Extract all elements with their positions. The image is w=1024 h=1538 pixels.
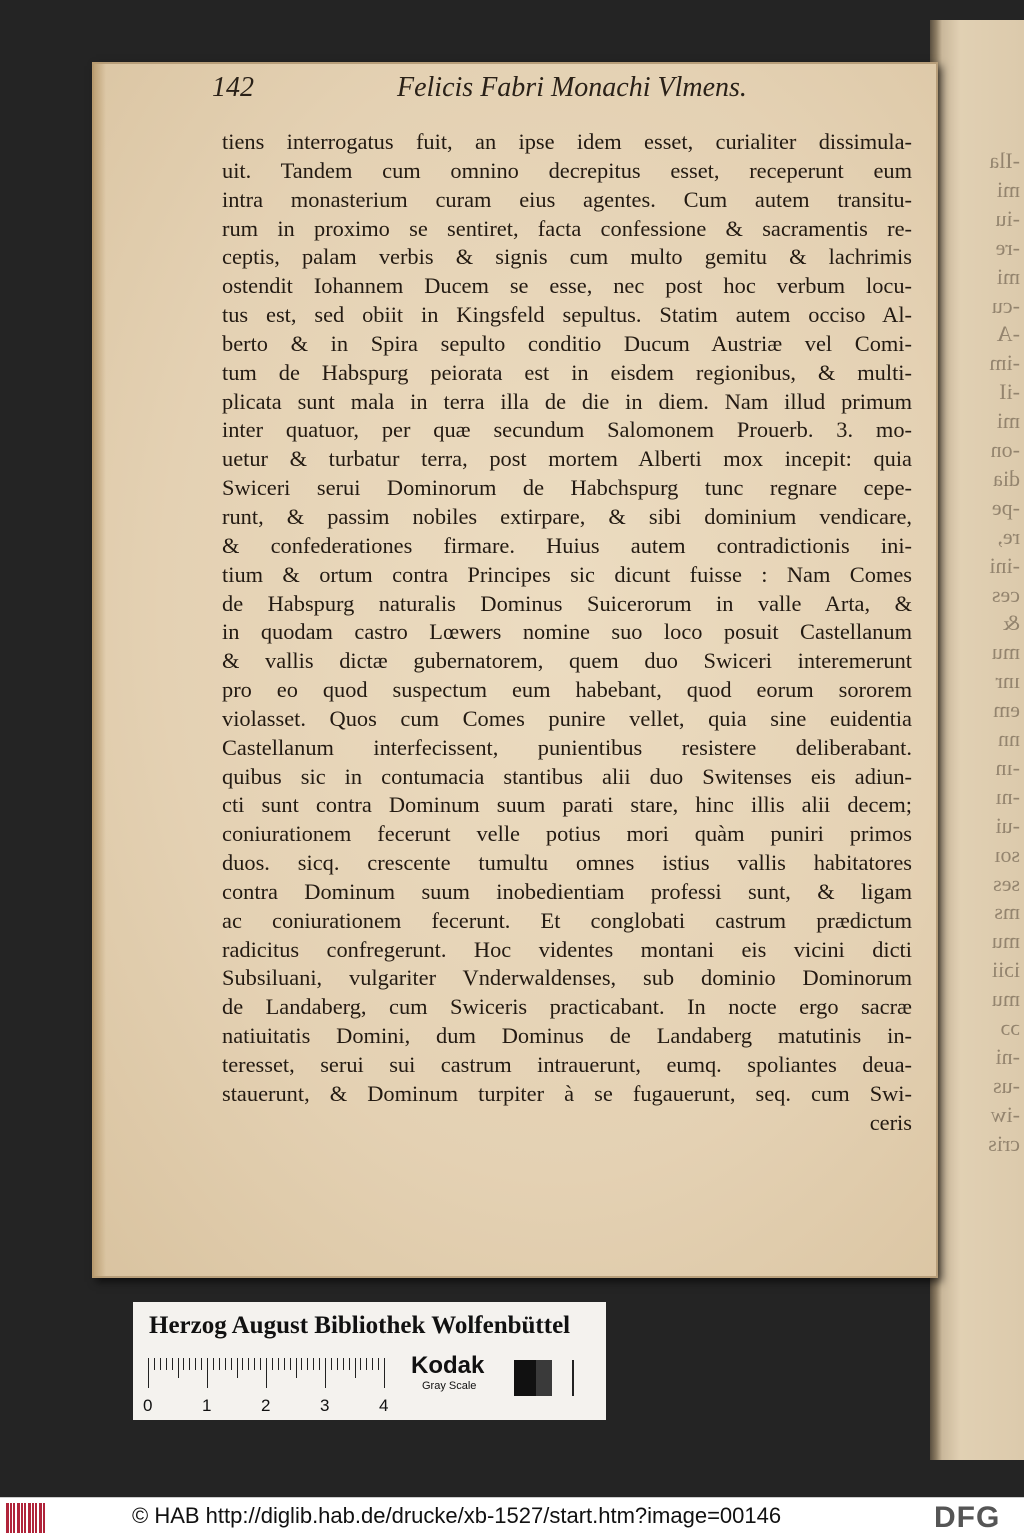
barcode-bar — [21, 1503, 23, 1533]
text-line: tiens interrogatus fuit, an ipse idem esset, curialiter dissimula- — [222, 129, 912, 154]
hab-barcode-icon — [6, 1503, 48, 1533]
facing-page-fragment: -on — [990, 437, 1020, 462]
ruler-tick — [219, 1358, 220, 1370]
footer-bar — [0, 1497, 1024, 1538]
facing-page-fragment: -cu — [991, 292, 1020, 318]
barcode-bar — [17, 1503, 20, 1533]
ruler-number: 1 — [202, 1396, 212, 1415]
text-line: rum in proximo se sentiret, facta confessione & sacramentis re- — [222, 215, 912, 241]
facing-page-fragment: -iw — [990, 1101, 1020, 1127]
barcode-bar — [6, 1503, 9, 1533]
ruler-tick — [343, 1358, 344, 1370]
ruler-number: 3 — [320, 1396, 330, 1415]
text-line: & confederationes firmare. Huius autem contradictionis ini- — [222, 532, 912, 558]
ruler-tick — [248, 1358, 249, 1370]
text-line: tus est, sed obiit in Kingsfeld sepultus. Statim autem occiso Al- — [222, 302, 912, 328]
text-line: uetur & turbatur terra, post mortem Alberti mox incepit: quia — [222, 446, 912, 472]
text-line: uit. Tandem cum omnino decrepitus esset, receperunt eum — [222, 157, 912, 183]
text-line: stauerunt, & Dominum turpiter à se fugauerunt, seq. cum Swi- — [222, 1080, 912, 1106]
ruler-tick — [183, 1358, 184, 1370]
facing-page-fragment: ms — [994, 899, 1020, 925]
color-calibration-card — [133, 1302, 606, 1420]
barcode-bar — [35, 1503, 37, 1533]
folio-number: 142 — [212, 72, 254, 103]
ruler-tick — [266, 1358, 267, 1388]
page-gutter-shadow — [92, 62, 106, 1278]
facing-page-fragment: mu — [991, 928, 1020, 954]
ruler-tick — [178, 1358, 179, 1378]
dark-gray-swatch — [536, 1360, 552, 1396]
text-line: duos. sicq. crescente tumultu omnes istius vallis habitatores — [222, 850, 912, 876]
ruler-tick — [307, 1358, 308, 1370]
ruler-tick — [189, 1358, 190, 1370]
book-page — [92, 62, 938, 1278]
barcode-bar — [28, 1503, 31, 1533]
text-line: ceptis, palam verbis & signis cum multo gemitu & lachrimis — [222, 244, 912, 270]
ruler-number: 0 — [143, 1396, 153, 1415]
ruler-tick — [349, 1358, 350, 1370]
library-name: Herzog August Bibliothek Wolfenbüttel — [149, 1312, 571, 1339]
text-line: in quodam castro Lœwers nomine suo loco posuit Castellanum — [222, 619, 912, 645]
facing-page-fragment: mi — [996, 263, 1020, 289]
ruler-number: 2 — [261, 1396, 271, 1415]
footer-url-link[interactable]: © HAB http://diglib.hab.de/drucke/xb-1527/start.htm?image=00146 — [132, 1503, 782, 1528]
text-line: cti sunt contra Dominum suum parati stare, hinc illis alii decem; — [222, 792, 912, 818]
text-line: radicitus confregerunt. Hoc videntes montani eis vicini dicti — [222, 936, 912, 962]
facing-page-fragment: -iI — [999, 379, 1020, 405]
barcode-bar — [43, 1503, 45, 1533]
ruler-number: 4 — [379, 1396, 389, 1415]
ruler-tick — [237, 1358, 238, 1378]
facing-page-fragment: -Ila — [989, 148, 1020, 173]
text-line: teresset, serui sui castrum intrauerunt, eumq. spoliantes deua- — [222, 1052, 912, 1077]
kodak-logo-text: Kodak — [411, 1352, 485, 1379]
text-line: tium & ortum contra Principes sic dicunt fuisse : Nam Comes — [222, 561, 912, 587]
text-line: Castellanum interfecissent, punientibus resistere deliberabant. — [222, 734, 912, 760]
ruler-tick — [278, 1358, 279, 1370]
catchword: ceris — [869, 1109, 912, 1135]
text-line: violasset. Quos cum Comes punire vellet, quia sine euidentia — [222, 705, 912, 731]
ruler-tick — [366, 1358, 367, 1370]
text-line: pro eo quod suspectum eum habebant, quod eorum sororem — [222, 677, 912, 703]
ruler-tick — [148, 1358, 149, 1388]
barcode-bar — [24, 1503, 26, 1533]
facing-page-fragment: & — [1002, 610, 1020, 636]
facing-page-fragment: mi — [996, 176, 1020, 202]
ruler-tick — [166, 1358, 167, 1370]
facing-page-fragment: -im — [989, 350, 1020, 376]
running-title: Felicis Fabri Monachi Vlmens. — [397, 72, 747, 103]
text-line: ac coniurationem fecerunt. Et conglobati castrum prædictum — [222, 907, 912, 933]
ruler-tick — [384, 1358, 385, 1388]
ruler-tick — [355, 1358, 356, 1378]
ruler-tick — [201, 1358, 202, 1370]
facing-page-fragment: ɔɔ — [1000, 1015, 1020, 1040]
ruler-tick — [207, 1358, 208, 1388]
facing-page-fragment: em — [993, 697, 1020, 723]
ruler-tick — [172, 1358, 173, 1370]
ruler-tick — [254, 1358, 255, 1370]
facing-page-fragment: -pe — [991, 494, 1020, 520]
barcode-bar — [39, 1503, 42, 1533]
text-line: ostendit Iohannem Ducem se esse, nec post hoc verbum locu- — [222, 273, 912, 299]
ruler-tick — [301, 1358, 302, 1370]
ruler-tick — [284, 1358, 285, 1370]
ruler-tick — [242, 1358, 243, 1370]
facing-page-fragment: -ni — [995, 1043, 1020, 1069]
text-line: inter quatuor, per quæ secundum Salomonem Prouerb. 3. mo- — [222, 417, 912, 443]
ruler-tick — [272, 1358, 273, 1370]
text-line: contra Dominum suum inobedientiam professi sunt, & ligam — [222, 878, 912, 904]
ruler-tick — [378, 1358, 379, 1370]
facing-page-fragment: cris — [988, 1130, 1020, 1156]
facing-page-fragment: mu — [991, 986, 1020, 1012]
ruler-tick — [225, 1358, 226, 1370]
facing-page-fragment: re, — [997, 523, 1020, 549]
facing-page-fragment: -ini — [989, 552, 1020, 578]
ruler-tick — [195, 1358, 196, 1370]
scale-ruler — [143, 1358, 398, 1415]
facing-page-fragment: ınr — [995, 668, 1020, 694]
text-line: Swiceri serui Dominorum de Habchspurg tunc regnare cepe- — [222, 475, 912, 501]
facing-page-fragment: mi — [996, 408, 1020, 434]
ruler-tick — [154, 1358, 155, 1370]
text-line: de Landaberg, cum Swiceris practicabant. In nocte ergo sacræ — [222, 994, 912, 1020]
ruler-tick — [313, 1358, 314, 1370]
facing-page-fragment: -A — [996, 321, 1020, 347]
text-line: natiuitatis Domini, dum Dominus de Landaberg matutinis in- — [222, 1023, 912, 1049]
facing-page-fragment: ses — [993, 870, 1020, 896]
text-line: berto & in Spira sepulto conditio Ducum Austriæ vel Comi- — [222, 330, 912, 356]
text-line: Subsiluani, vulgariter Vnderwaldenses, sub dominio Dominorum — [222, 965, 912, 991]
text-line: de Habspurg naturalis Dominus Suicerorum in valle Arta, & — [222, 590, 912, 616]
barcode-bar — [32, 1503, 34, 1533]
ruler-tick — [319, 1358, 320, 1370]
text-line: quibus sic in contumacia stantibus alii duo Switenses eis adiun- — [222, 763, 912, 789]
ruler-tick — [331, 1358, 332, 1370]
dfg-logo: DFG — [934, 1501, 1001, 1534]
black-swatch — [514, 1360, 536, 1396]
ruler-tick — [325, 1358, 326, 1388]
facing-page-fragment: -iu — [995, 205, 1020, 231]
page-text-block — [222, 128, 912, 1138]
barcode-bar — [13, 1503, 15, 1533]
ruler-tick — [213, 1358, 214, 1370]
facing-page-fragment: -re — [995, 234, 1020, 260]
ruler-tick — [372, 1358, 373, 1370]
facing-page-edge — [930, 20, 1024, 1460]
facing-page-fragment: nn — [998, 726, 1020, 751]
ruler-tick — [337, 1358, 338, 1370]
ruler-tick — [160, 1358, 161, 1370]
text-line: plicata sunt mala in terra illa de die in diem. Nam illud primum — [222, 388, 912, 414]
text-line: runt, & passim nobiles extirpare, & sibi dominium vendicare, — [222, 503, 912, 529]
ruler-tick — [260, 1358, 261, 1370]
text-line: & vallis dictæ gubernatorem, quem duo Swiceri interemerunt — [222, 648, 912, 674]
facing-page-fragment: -us — [993, 1072, 1020, 1098]
facing-page-fragment: -nı — [995, 783, 1020, 809]
facing-page-fragment: dia — [993, 465, 1020, 491]
barcode-bar — [10, 1503, 12, 1533]
facing-page-fragment: -ui — [995, 812, 1020, 838]
facing-page-fragment: soı — [994, 841, 1020, 867]
facing-page-fragment: iɔii — [991, 957, 1020, 983]
gray-scale-label: Gray Scale — [422, 1380, 477, 1392]
facing-page-fragment: mu — [991, 639, 1020, 665]
ruler-tick — [296, 1358, 297, 1378]
ruler-tick — [231, 1358, 232, 1370]
ruler-tick — [290, 1358, 291, 1370]
facing-page-fragment: ces — [991, 581, 1020, 607]
text-line: intra monasterium curam eius agentes. Cum autem transitu- — [222, 186, 912, 212]
ruler-tick — [360, 1358, 361, 1370]
facing-page-fragment: -ın — [995, 754, 1020, 780]
text-line: coniurationem fecerunt velle potius mori quàm puniri primos — [222, 821, 912, 847]
white-swatch — [552, 1360, 574, 1396]
text-line: tum de Habspurg peiorata est in eisdem regionibus, & multi- — [222, 359, 912, 385]
page-header — [212, 72, 932, 112]
